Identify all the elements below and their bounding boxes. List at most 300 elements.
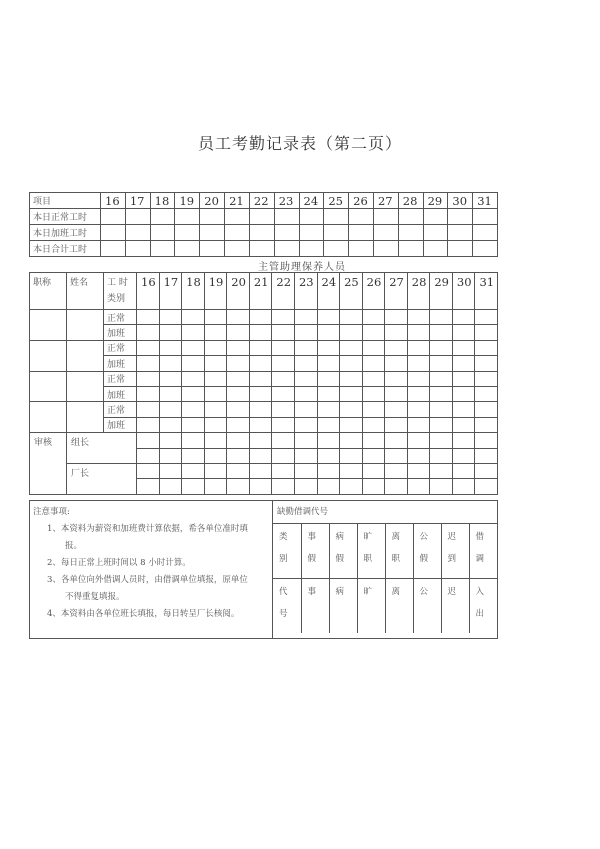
hours-cell[interactable] — [249, 356, 272, 371]
hours-cell[interactable] — [475, 417, 498, 432]
hours-cell[interactable] — [150, 225, 175, 241]
hours-cell[interactable] — [340, 371, 363, 386]
code-char: 借 — [475, 532, 485, 542]
hours-cell[interactable] — [182, 386, 205, 401]
hours-cell[interactable] — [272, 371, 295, 386]
hours-cell[interactable] — [182, 310, 205, 325]
hours-cell[interactable] — [272, 356, 295, 371]
signature-cell[interactable] — [182, 479, 205, 494]
employee-name-cell[interactable] — [67, 310, 104, 341]
signature-cell[interactable] — [204, 448, 227, 463]
hours-cell[interactable] — [272, 340, 295, 355]
hours-cell[interactable] — [294, 417, 317, 432]
hours-cell[interactable] — [227, 371, 250, 386]
codes-section — [273, 501, 498, 639]
hours-cell[interactable] — [349, 225, 374, 241]
signature-cell[interactable] — [475, 433, 498, 448]
hours-cell[interactable] — [452, 402, 475, 417]
hours-cell[interactable] — [340, 310, 363, 325]
signature-cell[interactable] — [362, 433, 385, 448]
hours-cell[interactable] — [385, 386, 408, 401]
employee-normal-row — [30, 402, 498, 417]
day-header-21: 21 — [225, 193, 250, 209]
signature-cell[interactable] — [137, 448, 160, 463]
signature-cell[interactable] — [204, 479, 227, 494]
summary-row — [30, 241, 498, 257]
hours-cell[interactable] — [452, 371, 475, 386]
day-header-22: 22 — [249, 193, 274, 209]
employee-name-cell[interactable] — [67, 402, 104, 433]
signature-cell[interactable] — [249, 433, 272, 448]
signature-cell[interactable] — [294, 463, 317, 478]
signature-cell[interactable] — [317, 479, 340, 494]
code-char: 类 — [279, 532, 288, 542]
hours-cell[interactable] — [362, 371, 385, 386]
section-subtitle: 主管助理保养人员 — [258, 262, 346, 273]
review-row — [30, 433, 498, 448]
hours-cell[interactable] — [182, 402, 205, 417]
staff-header-row — [30, 273, 498, 310]
hour-type-label: 正常 — [104, 340, 137, 355]
hours-cell[interactable] — [475, 371, 498, 386]
hours-cell[interactable] — [340, 356, 363, 371]
signature-cell[interactable] — [407, 463, 430, 478]
hours-cell[interactable] — [249, 386, 272, 401]
hours-cell[interactable] — [362, 356, 385, 371]
hours-cell[interactable] — [430, 417, 453, 432]
day-header-24: 24 — [317, 273, 340, 310]
hours-cell[interactable] — [159, 325, 182, 340]
hours-cell[interactable] — [430, 371, 453, 386]
signature-cell[interactable] — [340, 448, 363, 463]
signature-cell[interactable] — [294, 448, 317, 463]
hours-cell[interactable] — [227, 402, 250, 417]
hours-cell[interactable] — [362, 386, 385, 401]
signature-cell[interactable] — [137, 433, 160, 448]
hours-cell[interactable] — [385, 402, 408, 417]
hours-cell[interactable] — [294, 356, 317, 371]
hours-cell[interactable] — [385, 325, 408, 340]
signature-cell[interactable] — [137, 463, 160, 478]
hours-cell[interactable] — [225, 225, 250, 241]
hours-cell[interactable] — [125, 241, 150, 257]
hours-cell[interactable] — [249, 225, 274, 241]
hours-cell[interactable] — [150, 209, 175, 225]
signature-cell[interactable] — [294, 479, 317, 494]
note-item-continuation: 报。 — [65, 541, 83, 551]
hours-cell[interactable] — [473, 209, 498, 225]
hours-cell[interactable] — [407, 386, 430, 401]
hours-cell[interactable] — [175, 225, 200, 241]
signature-cell[interactable] — [227, 448, 250, 463]
hours-cell[interactable] — [175, 209, 200, 225]
signature-cell[interactable] — [227, 463, 250, 478]
hour-type-label: 正常 — [104, 371, 137, 386]
signature-cell[interactable] — [272, 479, 295, 494]
hours-cell[interactable] — [182, 356, 205, 371]
code-char: 出 — [475, 609, 485, 619]
hours-cell[interactable] — [182, 417, 205, 432]
hours-cell[interactable] — [324, 241, 349, 257]
signature-cell[interactable] — [182, 433, 205, 448]
employee-title-cell[interactable] — [30, 402, 67, 433]
hours-cell[interactable] — [204, 417, 227, 432]
day-header-23: 23 — [294, 273, 317, 310]
signature-cell[interactable] — [430, 448, 453, 463]
hours-cell[interactable] — [137, 371, 160, 386]
hours-cell[interactable] — [452, 310, 475, 325]
signature-cell[interactable] — [430, 433, 453, 448]
hours-cell[interactable] — [159, 402, 182, 417]
hours-cell[interactable] — [125, 209, 150, 225]
hours-cell[interactable] — [249, 340, 272, 355]
day-header-18: 18 — [150, 193, 175, 209]
signature-cell[interactable] — [385, 433, 408, 448]
signature-cell[interactable] — [452, 448, 475, 463]
hours-cell[interactable] — [272, 325, 295, 340]
code-char: 假 — [307, 554, 317, 564]
hours-cell[interactable] — [362, 417, 385, 432]
hours-cell[interactable] — [159, 340, 182, 355]
hours-cell[interactable] — [204, 371, 227, 386]
hours-cell[interactable] — [227, 386, 250, 401]
signature-cell[interactable] — [362, 448, 385, 463]
code-char: 迟 — [447, 587, 457, 597]
hour-type-label: 加班 — [104, 417, 137, 432]
hours-cell[interactable] — [137, 310, 160, 325]
signature-cell[interactable] — [182, 463, 205, 478]
hours-cell[interactable] — [362, 310, 385, 325]
hours-cell[interactable] — [475, 310, 498, 325]
signature-cell[interactable] — [362, 463, 385, 478]
code-cell — [273, 579, 301, 634]
hours-cell[interactable] — [137, 356, 160, 371]
hours-cell[interactable] — [317, 371, 340, 386]
hours-cell[interactable] — [294, 340, 317, 355]
signature-cell[interactable] — [340, 433, 363, 448]
employee-normal-row — [30, 371, 498, 386]
hours-cell[interactable] — [317, 310, 340, 325]
hours-cell[interactable] — [137, 402, 160, 417]
hours-cell[interactable] — [362, 340, 385, 355]
hours-cell[interactable] — [294, 371, 317, 386]
hours-cell[interactable] — [274, 225, 299, 241]
code-char: 事 — [307, 532, 317, 542]
code-char: 代 — [279, 587, 288, 597]
hours-cell[interactable] — [227, 417, 250, 432]
hours-cell[interactable] — [385, 356, 408, 371]
hours-cell[interactable] — [430, 340, 453, 355]
signature-cell[interactable] — [407, 448, 430, 463]
hours-cell[interactable] — [398, 209, 423, 225]
hours-cell[interactable] — [448, 209, 473, 225]
code-char: 假 — [335, 554, 345, 564]
signature-cell[interactable] — [249, 448, 272, 463]
summary-row-label: 本日合计工时 — [30, 241, 101, 257]
hours-cell[interactable] — [349, 209, 374, 225]
code-char: 离 — [391, 587, 401, 597]
signature-cell[interactable] — [159, 479, 182, 494]
signature-cell[interactable] — [475, 448, 498, 463]
summary-row-label: 本日正常工时 — [30, 209, 101, 225]
hours-cell[interactable] — [385, 310, 408, 325]
signature-cell[interactable] — [272, 448, 295, 463]
hours-cell[interactable] — [101, 225, 126, 241]
note-item: 2、每日正常上班时间以 8 小时计算。 — [47, 558, 191, 568]
hours-cell[interactable] — [407, 417, 430, 432]
hours-cell[interactable] — [204, 402, 227, 417]
hours-cell[interactable] — [182, 340, 205, 355]
signature-cell[interactable] — [362, 479, 385, 494]
hours-cell[interactable] — [249, 402, 272, 417]
note-item: 4、本资料由各单位班长填报，每日转呈厂长核阅。 — [47, 609, 240, 619]
hours-cell[interactable] — [340, 417, 363, 432]
day-header-16: 16 — [137, 273, 160, 310]
hours-cell[interactable] — [272, 402, 295, 417]
hours-cell[interactable] — [182, 325, 205, 340]
hours-cell[interactable] — [249, 417, 272, 432]
signature-cell[interactable] — [452, 463, 475, 478]
hours-cell[interactable] — [159, 417, 182, 432]
hours-cell[interactable] — [362, 402, 385, 417]
hours-cell[interactable] — [159, 386, 182, 401]
hours-cell[interactable] — [452, 386, 475, 401]
hours-cell[interactable] — [398, 241, 423, 257]
hours-cell[interactable] — [340, 402, 363, 417]
hours-cell[interactable] — [159, 371, 182, 386]
hours-cell[interactable] — [150, 241, 175, 257]
signature-cell[interactable] — [385, 479, 408, 494]
hours-cell[interactable] — [373, 209, 398, 225]
hours-cell[interactable] — [317, 386, 340, 401]
hours-cell[interactable] — [475, 340, 498, 355]
signature-cell[interactable] — [159, 463, 182, 478]
hours-cell[interactable] — [448, 241, 473, 257]
code-char: 旷 — [363, 532, 373, 542]
signature-cell[interactable] — [204, 463, 227, 478]
hours-cell[interactable] — [407, 340, 430, 355]
signature-cell[interactable] — [227, 433, 250, 448]
hours-cell[interactable] — [200, 209, 225, 225]
signature-cell[interactable] — [452, 479, 475, 494]
hours-cell[interactable] — [204, 340, 227, 355]
employee-normal-row — [30, 310, 498, 325]
hours-cell[interactable] — [249, 209, 274, 225]
signature-cell[interactable] — [452, 433, 475, 448]
hours-cell[interactable] — [475, 356, 498, 371]
absence-codes-table — [273, 501, 497, 633]
hours-cell[interactable] — [475, 325, 498, 340]
signature-cell[interactable] — [249, 463, 272, 478]
signature-cell[interactable] — [407, 479, 430, 494]
employee-name-cell[interactable] — [67, 371, 104, 402]
signature-cell[interactable] — [385, 448, 408, 463]
hours-cell[interactable] — [200, 241, 225, 257]
hours-cell[interactable] — [340, 325, 363, 340]
hours-cell[interactable] — [317, 340, 340, 355]
hours-cell[interactable] — [225, 241, 250, 257]
summary-row — [30, 209, 498, 225]
signature-cell[interactable] — [317, 463, 340, 478]
signature-cell[interactable] — [294, 433, 317, 448]
hours-cell[interactable] — [137, 417, 160, 432]
signature-cell[interactable] — [159, 448, 182, 463]
hours-cell[interactable] — [299, 241, 324, 257]
hours-cell[interactable] — [324, 225, 349, 241]
hours-cell[interactable] — [385, 340, 408, 355]
code-cell — [441, 524, 469, 579]
hours-cell[interactable] — [225, 209, 250, 225]
hours-cell[interactable] — [159, 310, 182, 325]
hours-cell[interactable] — [423, 225, 448, 241]
code-char: 假 — [419, 554, 429, 564]
hours-cell[interactable] — [137, 340, 160, 355]
employee-name-cell[interactable] — [67, 340, 104, 371]
hours-cell[interactable] — [423, 209, 448, 225]
signature-cell[interactable] — [475, 479, 498, 494]
hours-cell[interactable] — [294, 386, 317, 401]
hours-cell[interactable] — [125, 225, 150, 241]
hours-cell[interactable] — [227, 325, 250, 340]
hours-cell[interactable] — [299, 225, 324, 241]
hours-cell[interactable] — [407, 371, 430, 386]
hours-cell[interactable] — [452, 340, 475, 355]
signature-cell[interactable] — [340, 479, 363, 494]
hours-cell[interactable] — [317, 402, 340, 417]
hours-cell[interactable] — [385, 417, 408, 432]
signature-cell[interactable] — [159, 433, 182, 448]
hours-cell[interactable] — [340, 386, 363, 401]
hours-cell[interactable] — [272, 417, 295, 432]
hours-cell[interactable] — [317, 356, 340, 371]
signature-cell[interactable] — [430, 463, 453, 478]
signature-cell[interactable] — [407, 433, 430, 448]
signature-cell[interactable] — [182, 448, 205, 463]
hours-cell[interactable] — [274, 209, 299, 225]
hours-cell[interactable] — [385, 371, 408, 386]
hours-cell[interactable] — [423, 241, 448, 257]
hours-cell[interactable] — [448, 225, 473, 241]
hours-cell[interactable] — [175, 241, 200, 257]
signature-cell[interactable] — [249, 479, 272, 494]
hours-cell[interactable] — [475, 386, 498, 401]
hours-cell[interactable] — [204, 356, 227, 371]
employee-title-cell[interactable] — [30, 310, 67, 341]
note-item: 3、各单位向外借调人员时，由借调单位填报，原单位 — [47, 575, 248, 585]
hours-cell[interactable] — [249, 325, 272, 340]
hours-cell[interactable] — [407, 325, 430, 340]
hours-cell[interactable] — [272, 386, 295, 401]
day-header-24: 24 — [299, 193, 324, 209]
hours-cell[interactable] — [227, 310, 250, 325]
hours-cell[interactable] — [340, 340, 363, 355]
signature-cell[interactable] — [227, 479, 250, 494]
hours-cell[interactable] — [204, 310, 227, 325]
hour-type-label: 加班 — [104, 325, 137, 340]
hours-cell[interactable] — [430, 356, 453, 371]
hours-cell[interactable] — [299, 209, 324, 225]
hour-type-label: 加班 — [104, 356, 137, 371]
signature-cell[interactable] — [317, 433, 340, 448]
day-header-19: 19 — [175, 193, 200, 209]
hours-cell[interactable] — [249, 310, 272, 325]
hours-cell[interactable] — [349, 241, 374, 257]
signature-cell[interactable] — [475, 463, 498, 478]
code-cell — [413, 524, 441, 579]
hours-cell[interactable] — [182, 371, 205, 386]
signature-cell[interactable] — [385, 463, 408, 478]
hours-cell[interactable] — [204, 386, 227, 401]
signature-cell[interactable] — [272, 433, 295, 448]
day-header-20: 20 — [227, 273, 250, 310]
code-char: 事 — [307, 587, 317, 597]
hour-type-label: 正常 — [104, 402, 137, 417]
signature-cell[interactable] — [317, 448, 340, 463]
hours-cell[interactable] — [101, 209, 126, 225]
hours-cell[interactable] — [274, 241, 299, 257]
signature-cell[interactable] — [430, 479, 453, 494]
hours-cell[interactable] — [452, 356, 475, 371]
day-header-31: 31 — [473, 193, 498, 209]
employee-title-cell[interactable] — [30, 371, 67, 402]
hours-cell[interactable] — [430, 402, 453, 417]
hours-cell[interactable] — [249, 241, 274, 257]
signature-cell[interactable] — [137, 479, 160, 494]
hours-cell[interactable] — [473, 241, 498, 257]
hours-cell[interactable] — [294, 402, 317, 417]
hours-cell[interactable] — [317, 417, 340, 432]
hours-cell[interactable] — [398, 225, 423, 241]
hours-cell[interactable] — [452, 325, 475, 340]
employee-title-cell[interactable] — [30, 340, 67, 371]
hours-cell[interactable] — [317, 325, 340, 340]
hours-cell[interactable] — [227, 356, 250, 371]
hours-cell[interactable] — [407, 402, 430, 417]
code-cell — [329, 579, 357, 634]
hours-cell[interactable] — [294, 325, 317, 340]
hours-cell[interactable] — [407, 356, 430, 371]
hours-cell[interactable] — [204, 325, 227, 340]
hours-cell[interactable] — [430, 325, 453, 340]
hours-cell[interactable] — [373, 241, 398, 257]
hours-cell[interactable] — [272, 310, 295, 325]
hours-cell[interactable] — [407, 310, 430, 325]
hours-cell[interactable] — [137, 325, 160, 340]
hours-cell[interactable] — [101, 241, 126, 257]
signature-cell[interactable] — [340, 463, 363, 478]
hours-cell[interactable] — [137, 386, 160, 401]
hours-cell[interactable] — [249, 371, 272, 386]
hours-cell[interactable] — [200, 225, 225, 241]
signature-cell[interactable] — [204, 433, 227, 448]
staff-attendance-table — [29, 272, 498, 495]
day-header-16: 16 — [101, 193, 126, 209]
hours-cell[interactable] — [473, 225, 498, 241]
hours-cell[interactable] — [430, 386, 453, 401]
hours-cell[interactable] — [452, 417, 475, 432]
hours-cell[interactable] — [430, 310, 453, 325]
day-header-28: 28 — [398, 193, 423, 209]
hours-cell[interactable] — [373, 225, 398, 241]
hours-cell[interactable] — [475, 402, 498, 417]
hours-cell[interactable] — [227, 340, 250, 355]
hours-cell[interactable] — [159, 356, 182, 371]
hours-cell[interactable] — [362, 325, 385, 340]
code-cell — [329, 524, 357, 579]
hours-cell[interactable] — [294, 310, 317, 325]
hours-cell[interactable] — [324, 209, 349, 225]
signature-cell[interactable] — [272, 463, 295, 478]
